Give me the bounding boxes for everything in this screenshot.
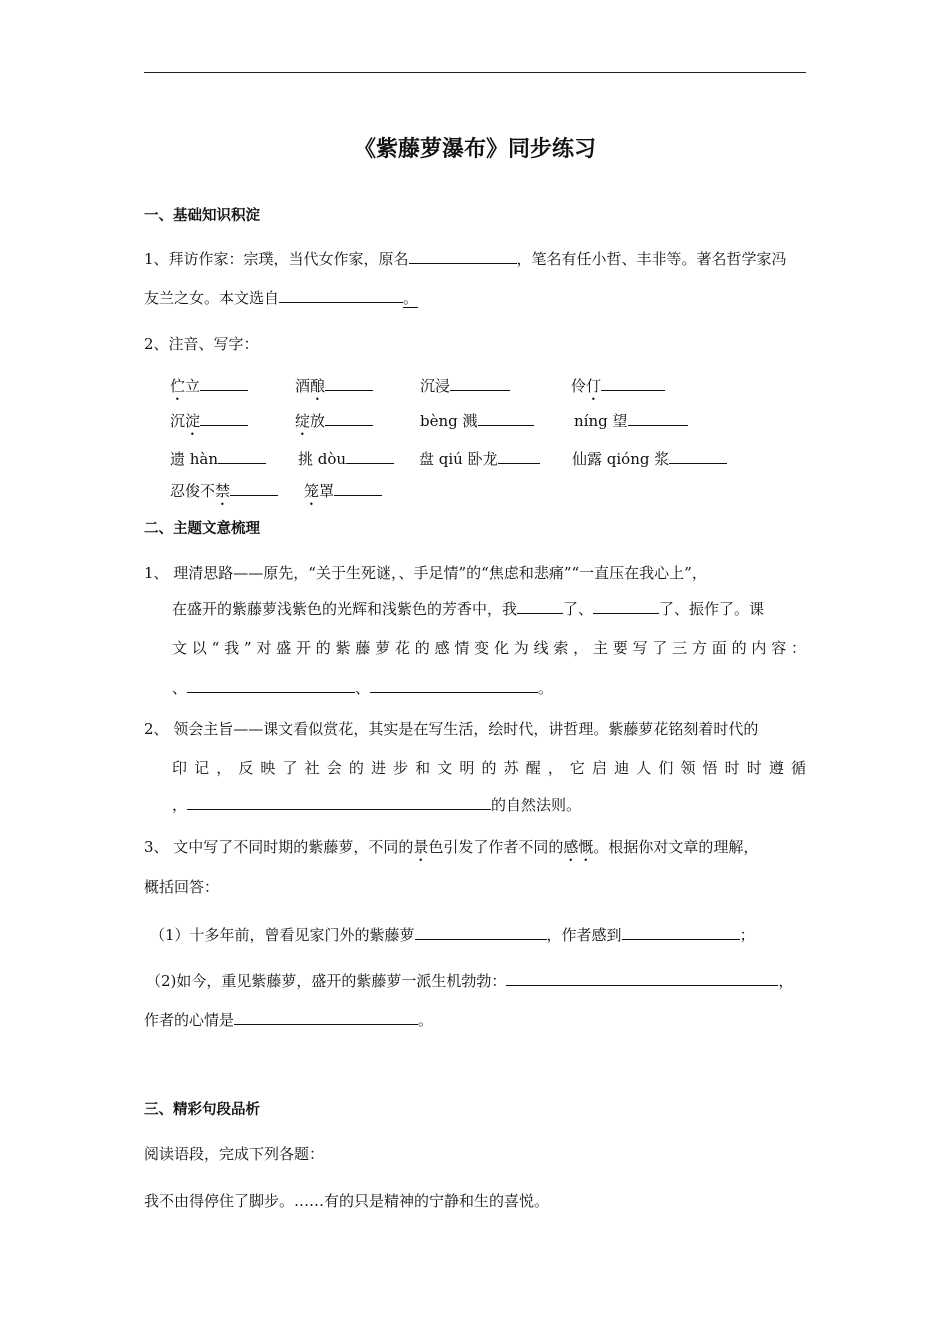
blank-present-mood[interactable] — [234, 1009, 418, 1025]
word-blank[interactable] — [230, 480, 278, 496]
word-blank[interactable] — [628, 410, 688, 426]
blank-feeling-2[interactable] — [593, 598, 659, 614]
word-item: 遗 hàn — [170, 448, 266, 469]
word-row-2 — [170, 410, 810, 432]
page-title: 《紫藤萝瀑布》同步练习 — [353, 137, 596, 162]
section-heading-2: 二、主题文意梳理 — [144, 521, 260, 537]
word-item: 伫立 — [170, 375, 248, 404]
para-1-line-1: 1、 理清思路——原先，“关于生死谜，、手足情”的“焦虑和悲痛”“一直压在我心上”， — [144, 564, 707, 582]
word-item: 伶仃 — [571, 375, 665, 404]
para-1-line-3: 文以“我”对盛开的紫藤萝花的感情变化为线索，主要写了三方面的内容： — [172, 639, 806, 657]
word-item: bèng 溅 — [420, 410, 534, 431]
word-item: 绽放 — [295, 410, 373, 439]
section-heading-3: 三、精彩句段品析 — [144, 1102, 260, 1118]
word-blank[interactable] — [218, 448, 266, 464]
word-blank[interactable] — [200, 375, 248, 391]
blank-source[interactable] — [279, 287, 403, 303]
word-blank[interactable] — [325, 410, 373, 426]
para-2-line-2: 印记，反映了社会的进步和文明的苏醒，它启迪人们领悟时时遵循 — [172, 759, 806, 777]
word-row-3 — [170, 448, 810, 470]
word-item: 仙露 qióng 浆 — [572, 448, 727, 469]
word-item: 沉浸 — [420, 375, 510, 396]
word-blank[interactable] — [334, 480, 382, 496]
para-2-line-3: ， 的自然法则。 — [172, 796, 582, 814]
word-item: 沉淀 — [170, 410, 248, 439]
question-1-line-1: 1、拜访作家：宗璞，当代女作家，原名 ，笔名有任小哲、丰非等。著名哲学家冯 — [144, 250, 787, 268]
word-row-1 — [170, 375, 810, 397]
question-2-label: 2、注音、写字： — [144, 335, 259, 353]
section-heading-1: 一、基础知识积淀 — [144, 208, 260, 224]
sub-question-1: （1）十多年前，曾看见家门外的紫藤萝 ，作者感到 ； — [150, 926, 755, 944]
reading-instruction: 阅读语段，完成下列各题： — [144, 1145, 325, 1163]
blank-natural-law[interactable] — [187, 794, 491, 810]
word-blank[interactable] — [346, 448, 394, 464]
question-1-line-2: 友兰之女。本文选自 。 — [144, 289, 419, 307]
word-item: 盘 qiú 卧龙 — [419, 448, 540, 469]
blank-present-scene[interactable] — [506, 970, 778, 986]
word-item: 笼罩 — [304, 480, 382, 509]
word-blank[interactable] — [478, 410, 534, 426]
word-blank[interactable] — [498, 448, 540, 464]
sub-question-2-cont: 作者的心情是 。 — [144, 1011, 434, 1029]
para-1-line-4: 、 、 。 — [172, 679, 554, 697]
blank-past-feeling[interactable] — [622, 924, 740, 940]
para-2-line-1: 2、 领会主旨——课文看似赏花，其实是在写生活，绘时代，讲哲理。紫藤萝花铭刻着时代的 — [144, 720, 759, 738]
sub-question-2: （2)如今，重见紫藤萝，盛开的紫藤萝一派生机勃勃： ， — [146, 972, 794, 990]
blank-original-name[interactable] — [409, 248, 517, 264]
word-blank[interactable] — [669, 448, 727, 464]
word-item: 挑 dòu — [298, 448, 394, 469]
word-blank[interactable] — [601, 375, 665, 391]
para-3-line-2: 概括回答： — [144, 878, 220, 896]
blank-content-2[interactable] — [370, 677, 538, 693]
header-rule — [144, 72, 806, 73]
word-item: níng 望 — [574, 410, 688, 431]
word-item: 酒酿 — [295, 375, 373, 404]
word-blank[interactable] — [325, 375, 373, 391]
para-1-line-2: 在盛开的紫藤萝浅紫色的光辉和浅紫色的芳香中，我 了、 了、振作了。课 — [172, 600, 765, 618]
blank-past-scene[interactable] — [415, 924, 547, 940]
blank-feeling-1[interactable] — [517, 598, 563, 614]
word-blank[interactable] — [200, 410, 248, 426]
reading-excerpt: 我不由得停住了脚步。……有的只是精神的宁静和生的喜悦。 — [144, 1192, 550, 1210]
para-3-line-1: 3、 文中写了不同时期的紫藤萝，不同的景色引发了作者不同的感慨。根据你对文章的理解， — [144, 838, 759, 856]
blank-content-1[interactable] — [187, 677, 355, 693]
word-blank[interactable] — [450, 375, 510, 391]
word-item: 忍俊不禁 — [170, 480, 278, 509]
word-row-4 — [170, 480, 810, 502]
